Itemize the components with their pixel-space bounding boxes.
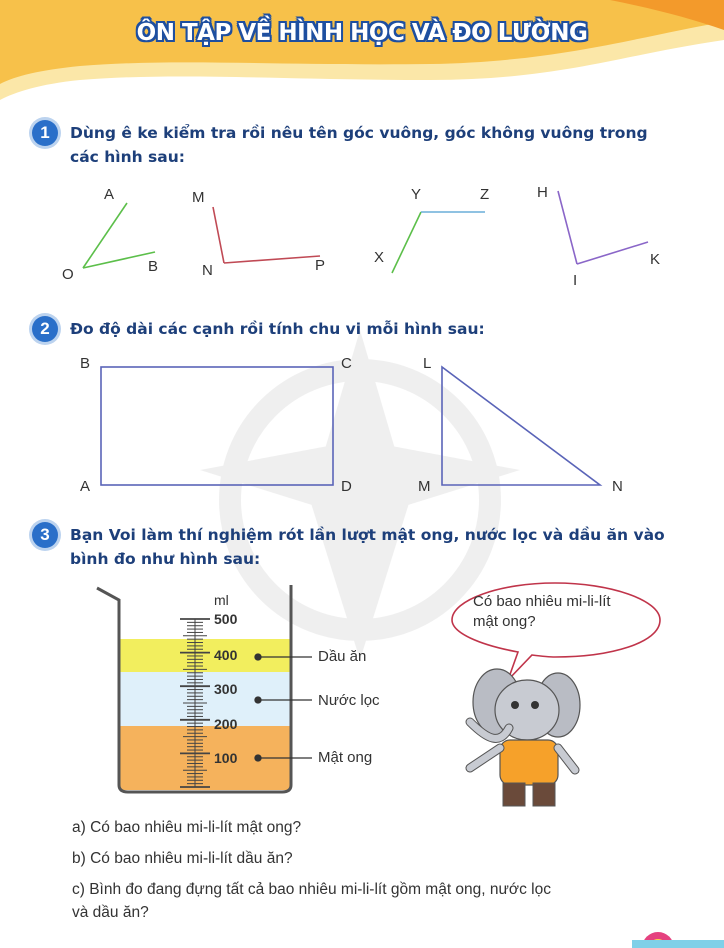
- label-oil: Dầu ăn: [318, 648, 367, 665]
- question-2-number: 2: [32, 316, 58, 342]
- angle-MNP: [213, 207, 320, 263]
- question-3c-line1: c) Bình đo đang đựng tất cả bao nhiêu mi-li-lít gồm mật ong, nước lọc: [72, 881, 551, 898]
- question-3-text-line2: bình đo như hình sau:: [70, 550, 261, 568]
- page-title: ÔN TẬP VỀ HÌNH HỌC VÀ ĐO LƯỜNG: [136, 20, 588, 46]
- label-K: K: [650, 251, 661, 268]
- label-rect-D: D: [341, 478, 352, 495]
- label-H: H: [537, 184, 548, 201]
- bubble-line1: Có bao nhiêu mi-li-lít: [473, 593, 611, 610]
- question-1-text-line1: Dùng ê ke kiểm tra rồi nêu tên góc vuông, góc không vuông trong: [70, 124, 648, 142]
- label-Z: Z: [480, 186, 490, 203]
- label-N: N: [202, 262, 213, 279]
- label-rect-B: B: [80, 355, 91, 372]
- label-X: X: [374, 249, 385, 266]
- question-3c-line2: và dầu ăn?: [72, 904, 149, 921]
- label-O: O: [62, 266, 74, 283]
- label-tri-N: N: [612, 478, 623, 495]
- label-I: I: [573, 272, 578, 289]
- mark-300: 300: [214, 681, 238, 697]
- mark-200: 200: [214, 716, 238, 732]
- label-M: M: [192, 189, 205, 206]
- label-tri-M: M: [418, 478, 431, 495]
- question-1-text-line2: các hình sau:: [70, 148, 185, 166]
- bubble-line2: mật ong?: [473, 613, 536, 630]
- page-corner-flower: [632, 932, 724, 948]
- label-tri-L: L: [423, 355, 432, 372]
- question-3a: a) Có bao nhiêu mi-li-lít mật ong?: [72, 819, 302, 836]
- elephant-character: [470, 669, 580, 806]
- question-2-text: Đo độ dài các cạnh rồi tính chu vi mỗi hình sau:: [70, 320, 485, 338]
- label-Y: Y: [411, 186, 422, 203]
- label-P: P: [315, 257, 326, 274]
- angle-HIK: [558, 191, 648, 264]
- beaker: [97, 585, 291, 792]
- label-rect-A: A: [80, 478, 91, 495]
- label-rect-C: C: [341, 355, 352, 372]
- label-B: B: [148, 258, 159, 275]
- angle-AOB: [83, 203, 155, 268]
- label-water: Nước lọc: [318, 692, 380, 709]
- question-3-number: 3: [32, 522, 58, 548]
- mark-100: 100: [214, 750, 238, 766]
- label-honey: Mật ong: [318, 749, 373, 766]
- question-3b: b) Có bao nhiêu mi-li-lít dầu ăn?: [72, 850, 293, 867]
- mark-400: 400: [214, 647, 238, 663]
- beaker-unit: ml: [214, 592, 229, 608]
- angle-XYZ: [392, 212, 485, 273]
- label-A: A: [104, 186, 115, 203]
- question-3-text-line1: Bạn Voi làm thí nghiệm rót lần lượt mật ong, nước lọc và dầu ăn vào: [70, 526, 665, 544]
- mark-500: 500: [214, 611, 238, 627]
- question-1-number: 1: [32, 120, 58, 146]
